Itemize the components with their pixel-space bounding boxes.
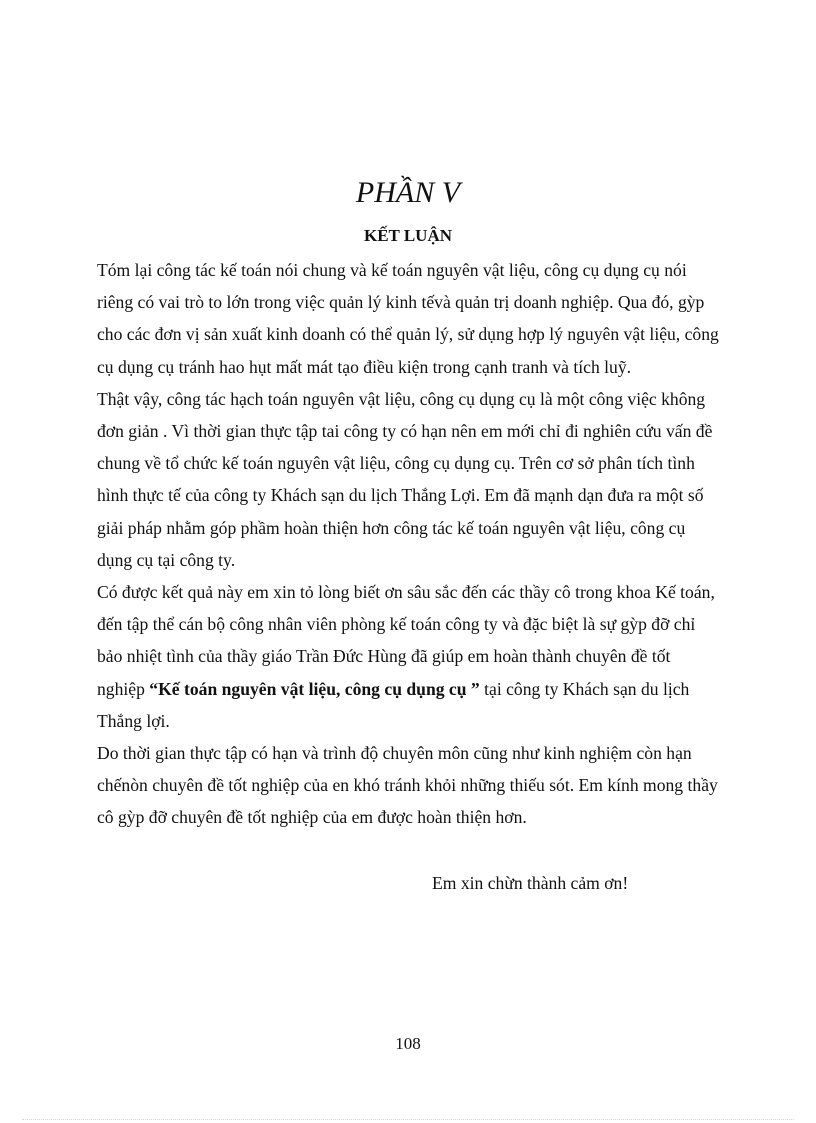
- thesis-title: “Kế toán nguyên vật liệu, công cụ dụng cụ ”: [149, 678, 480, 699]
- paragraph-thanks: [97, 576, 719, 737]
- thanks-text: Có được kết quả này em xin tỏ lòng biết ơn sâu sắc đến các thầy cô trong khoa Kế toán, đến tập thể cán bộ công nhân viên phòng kế toán công ty và đặc biệt là sự gỳp đỡ chỉ bảo nhiệt tình của thầy giáo Trần Đức Hùng đã giúp em hoàn thành chuyên đề tốt nghiệp: [97, 582, 715, 699]
- part-title: PHẦN V: [355, 176, 461, 209]
- page-number: 108: [395, 1034, 421, 1053]
- paragraph-research: Thật vậy, công tác hạch toán nguyên vật liệu, công cụ dụng cụ là một công việc không đơn giản . Vì thời gian thực tập tai công ty có hạn nên em mới chỉ đi nghiên cứu vấn đề chung về tổ chức kế toán nguyên vật liệu, công cụ dụng cụ. Trên cơ sở phân tích tình hình thực tế của công ty Khách sạn du lịch Thắng Lợi. Em đã mạnh dạn đưa ra một số giải pháp nhằm góp phầm hoàn thiện hơn công tác kế toán nguyên vật liệu, công cụ dụng cụ tại công ty.: [97, 388, 713, 570]
- paragraph-summary: Tóm lại công tác kế toán nói chung và kế toán nguyên vật liệu, công cụ dụng cụ nói riêng có vai trò to lớn trong việc quản lý kinh tếvà quản trị doanh nghiệp. Qua đó, gỳp cho các đơn vị sản xuất kinh doanh có thể quản lý, sử dụng hợp lý nguyên vật liệu, công cụ dụng cụ tránh hao hụt mất mát tạo điều kiện trong cạnh tranh và tích luỹ.: [97, 260, 719, 377]
- thanks-text-end: tại công ty Khách sạn du lịch Thắng lợi.: [97, 678, 690, 731]
- page-bottom-divider: [22, 1119, 794, 1120]
- paragraph-limitations: Do thời gian thực tập có hạn và trình độ chuyên môn cũng như kinh nghiệm còn hạn chếnòn chuyên đề tốt nghiệp của en khó tránh khỏi những thiếu sót. Em kính mong thầy cô gỳp đỡ chuyên đề tốt nghiệp của em được hoàn thiện hơn.: [97, 743, 718, 828]
- section-title: KẾT LUẬN: [363, 226, 452, 245]
- body-text: [97, 254, 719, 834]
- closing-line: Em xin chừn thành cảm ơn!: [432, 873, 629, 893]
